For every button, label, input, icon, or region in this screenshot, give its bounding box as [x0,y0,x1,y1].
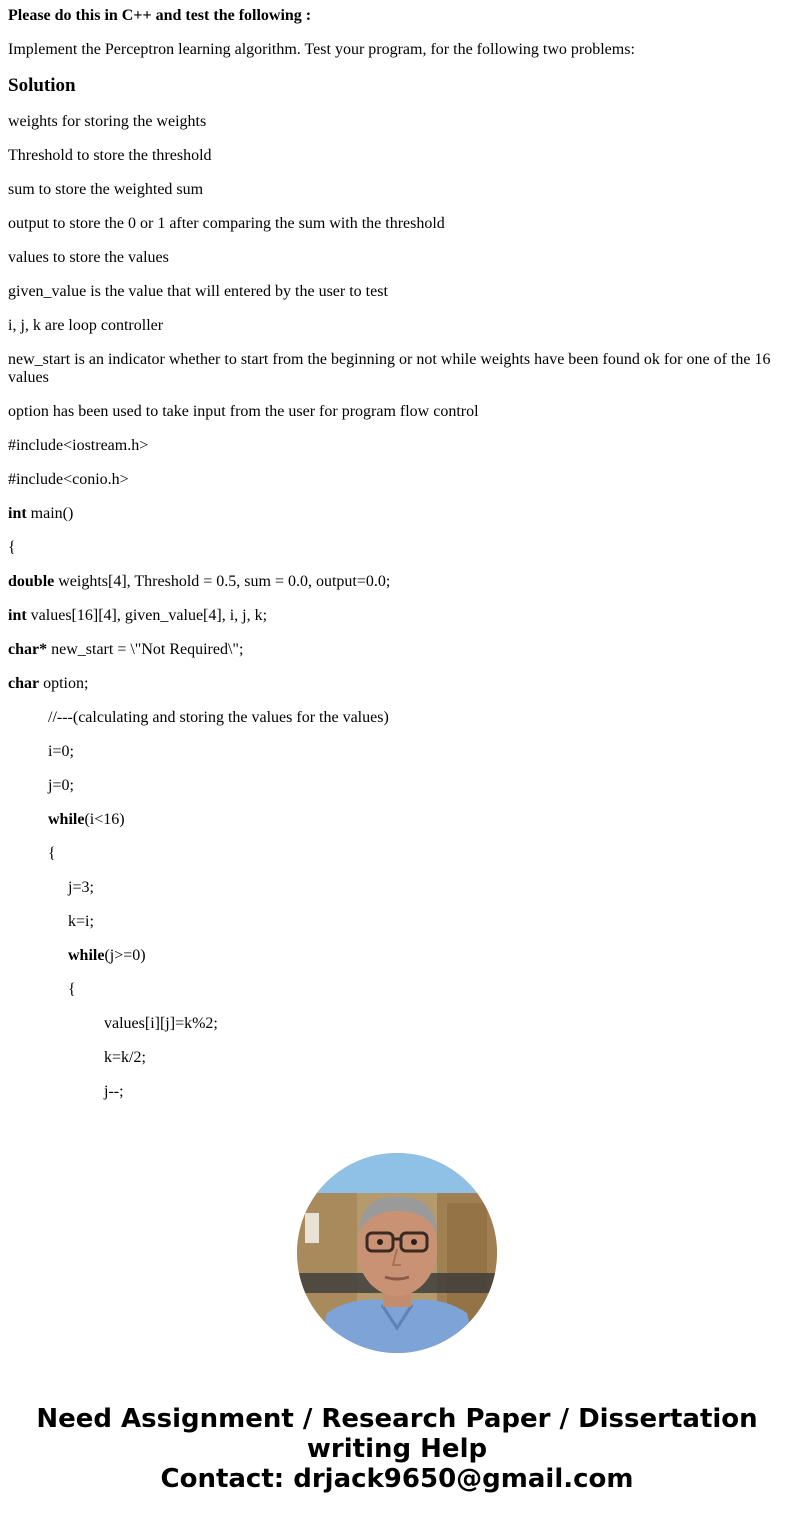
code-text: (j>=0) [104,947,146,964]
code-text: new_start = \"Not Required\"; [47,641,244,658]
description-line: sum to store the weighted sum [8,181,204,198]
question-title: Please do this in C++ and test the following : [8,7,312,24]
code-line [8,947,786,965]
description-line: output to store the 0 or 1 after comparing the sum with the threshold [8,215,445,232]
code-line: k=i; [68,913,94,930]
keyword: double [8,573,55,590]
keyword: while [48,811,85,828]
keyword: int [8,607,27,624]
description-line: option has been used to take input from the user for program flow control [8,403,479,420]
description-line: Threshold to store the threshold [8,147,212,164]
promo-line: writing Help [306,1434,488,1464]
code-line: #include<iostream.h> [8,437,149,454]
question-body: Implement the Perceptron learning algorithm. Test your program, for the following two problems: [8,41,635,58]
keyword: int [8,505,27,522]
code-line [8,811,786,829]
code-line: { [68,981,76,998]
description-line: given_value is the value that will entered by the user to test [8,283,388,300]
code-line [8,573,786,591]
description-line: values to store the values [8,249,169,266]
promo-line: Need Assignment / Research Paper / Dissertation [36,1404,758,1434]
code-line: #include<conio.h> [8,471,129,488]
code-line: values[i][j]=k%2; [104,1015,218,1032]
code-text: weights[4], Threshold = 0.5, sum = 0.0, output=0.0; [54,573,391,590]
code-line: //---(calculating and storing the values for the values) [48,709,389,726]
promo-banner [0,1404,794,1494]
solution-heading: Solution [8,75,76,96]
code-line: { [48,845,56,862]
code-line: j=3; [68,879,94,896]
code-text: values[16][4], given_value[4], i, j, k; [26,607,268,624]
description-line: weights for storing the weights [8,113,207,130]
code-line: { [8,539,16,556]
code-line: i=0; [48,743,74,760]
author-avatar [297,1153,497,1353]
code-line [8,505,786,523]
avatar-illustration [297,1153,497,1353]
description-line: i, j, k are loop controller [8,317,164,334]
code-line [8,607,786,625]
keyword: char [8,675,40,692]
keyword: char* [8,641,48,658]
code-line [8,641,786,659]
code-text: main() [26,505,74,522]
code-line: k=k/2; [104,1049,146,1066]
keyword: while [68,947,105,964]
description-line: new_start is an indicator whether to start from the beginning or not while weights have been found ok for one of the 16 values [8,351,771,386]
code-line: j=0; [48,777,74,794]
code-line [8,675,786,693]
contact-email: Contact: drjack9650@gmail.com [160,1464,634,1494]
code-text: (i<16) [84,811,125,828]
code-text: option; [39,675,89,692]
code-line: j--; [104,1083,124,1100]
